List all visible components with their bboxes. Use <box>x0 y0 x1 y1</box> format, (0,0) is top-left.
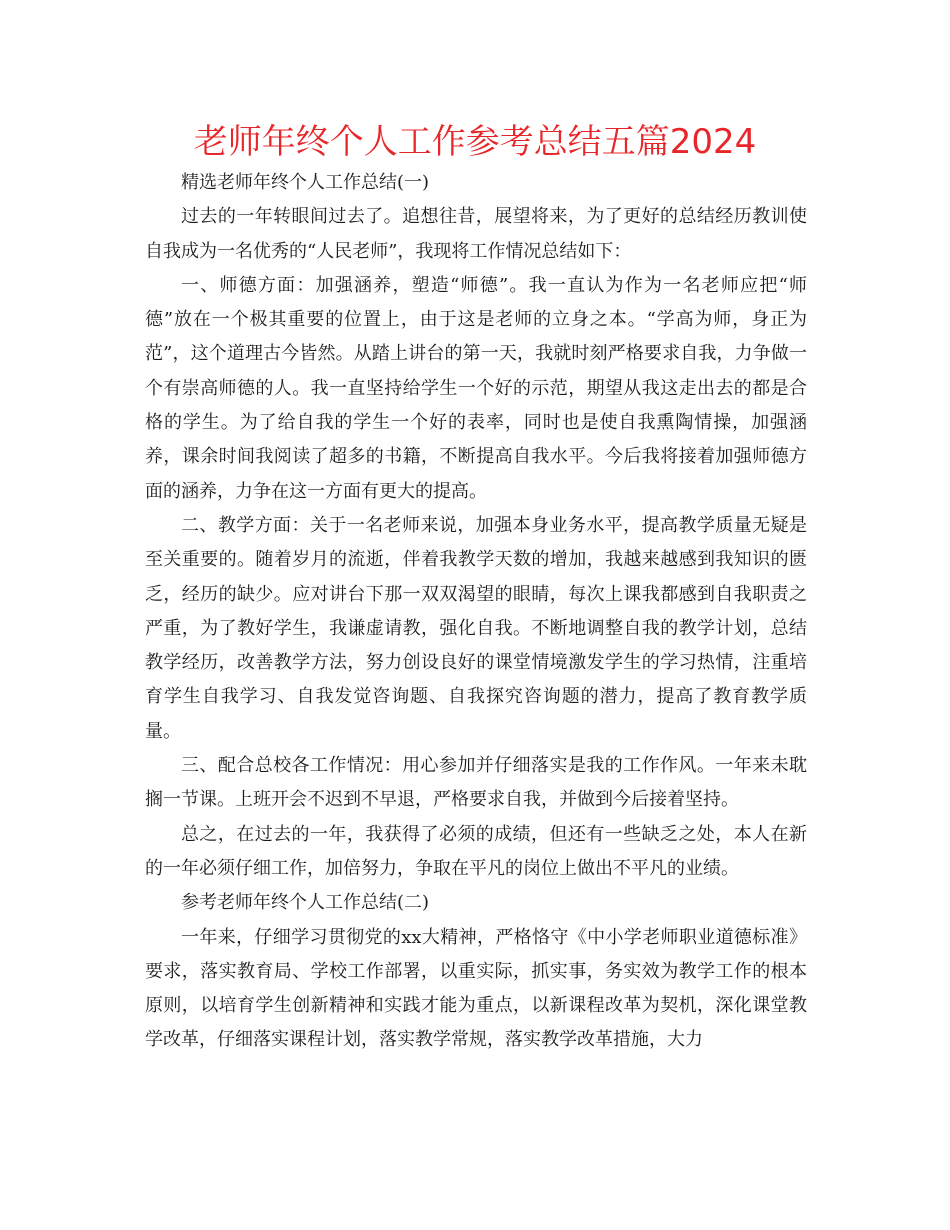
paragraph-teaching: 二、教学方面：关于一名老师来说，加强本身业务水平，提高教学质量无疑是至关重要的。随着岁月的流逝，伴着我教学天数的增加，我越来越感到我知识的匮乏，经历的缺少。应对讲台下那一双双渴望的眼睛，每次上课我都感到自我职责之严重，为了教好学生，我谦虚请教，强化自我。不断地调整自我的教学计划，总结教学经历，改善教学方法，努力创设良好的课堂情境激发学生的学习热情，注重培育学生自我学习、自我发觉咨询题、自我探究咨询题的潜力，提高了教育教学质量。 <box>145 514 807 742</box>
document-body <box>145 166 807 1058</box>
paragraph-cooperation: 三、配合总校各工作情况：用心参加并仔细落实是我的工作作风。一年来未耽搁一节课。上班开会不迟到不早退，严格要求自我，并做到今后接着坚持。 <box>145 755 807 811</box>
paragraph-summary-2: 一年来，仔细学习贯彻党的xx大精神，严格恪守《中小学老师职业道德标准》要求，落实教育局、学校工作部署，以重实际，抓实事，务实效为教学工作的根本原则，以培育学生创新精神和实践才能为重点，以新课程改革为契机，深化课堂教学改革，仔细落实课程计划，落实教学常规，落实教学改革措施，大力 <box>145 926 807 1051</box>
document-title: 老师年终个人工作参考总结五篇2024 <box>193 122 757 162</box>
section-heading-2: 参考老师年终个人工作总结(二) <box>181 892 430 914</box>
paragraph-intro: 过去的一年转眼间过去了。追想往昔，展望将来，为了更好的总结经历教训使自我成为一名优秀的“人民老师”，我现将工作情况总结如下： <box>145 206 807 262</box>
paragraph-ethics: 一、师德方面：加强涵养，塑造“师德”。我一直认为作为一名老师应把“师德”放在一个极其重要的位置上，由于这是老师的立身之本。“学高为师，身正为范”，这个道理古今皆然。从踏上讲台的第一天，我就时刻严格要求自我，力争做一个有崇高师德的人。我一直坚持给学生一个好的示范，期望从我这走出去的都是合格的学生。为了给自我的学生一个好的表率，同时也是使自我熏陶情操，加强涵养，课余时间我阅读了超多的书籍，不断提高自我水平。今后我将接着加强师德方面的涵养，力争在这一方面有更大的提高。 <box>145 274 807 502</box>
paragraph-conclusion: 总之，在过去的一年，我获得了必须的成绩，但还有一些缺乏之处，本人在新的一年必须仔细工作，加倍努力，争取在平凡的岗位上做出不平凡的业绩。 <box>145 823 807 879</box>
section-heading-1: 精选老师年终个人工作总结(一) <box>181 172 430 193</box>
